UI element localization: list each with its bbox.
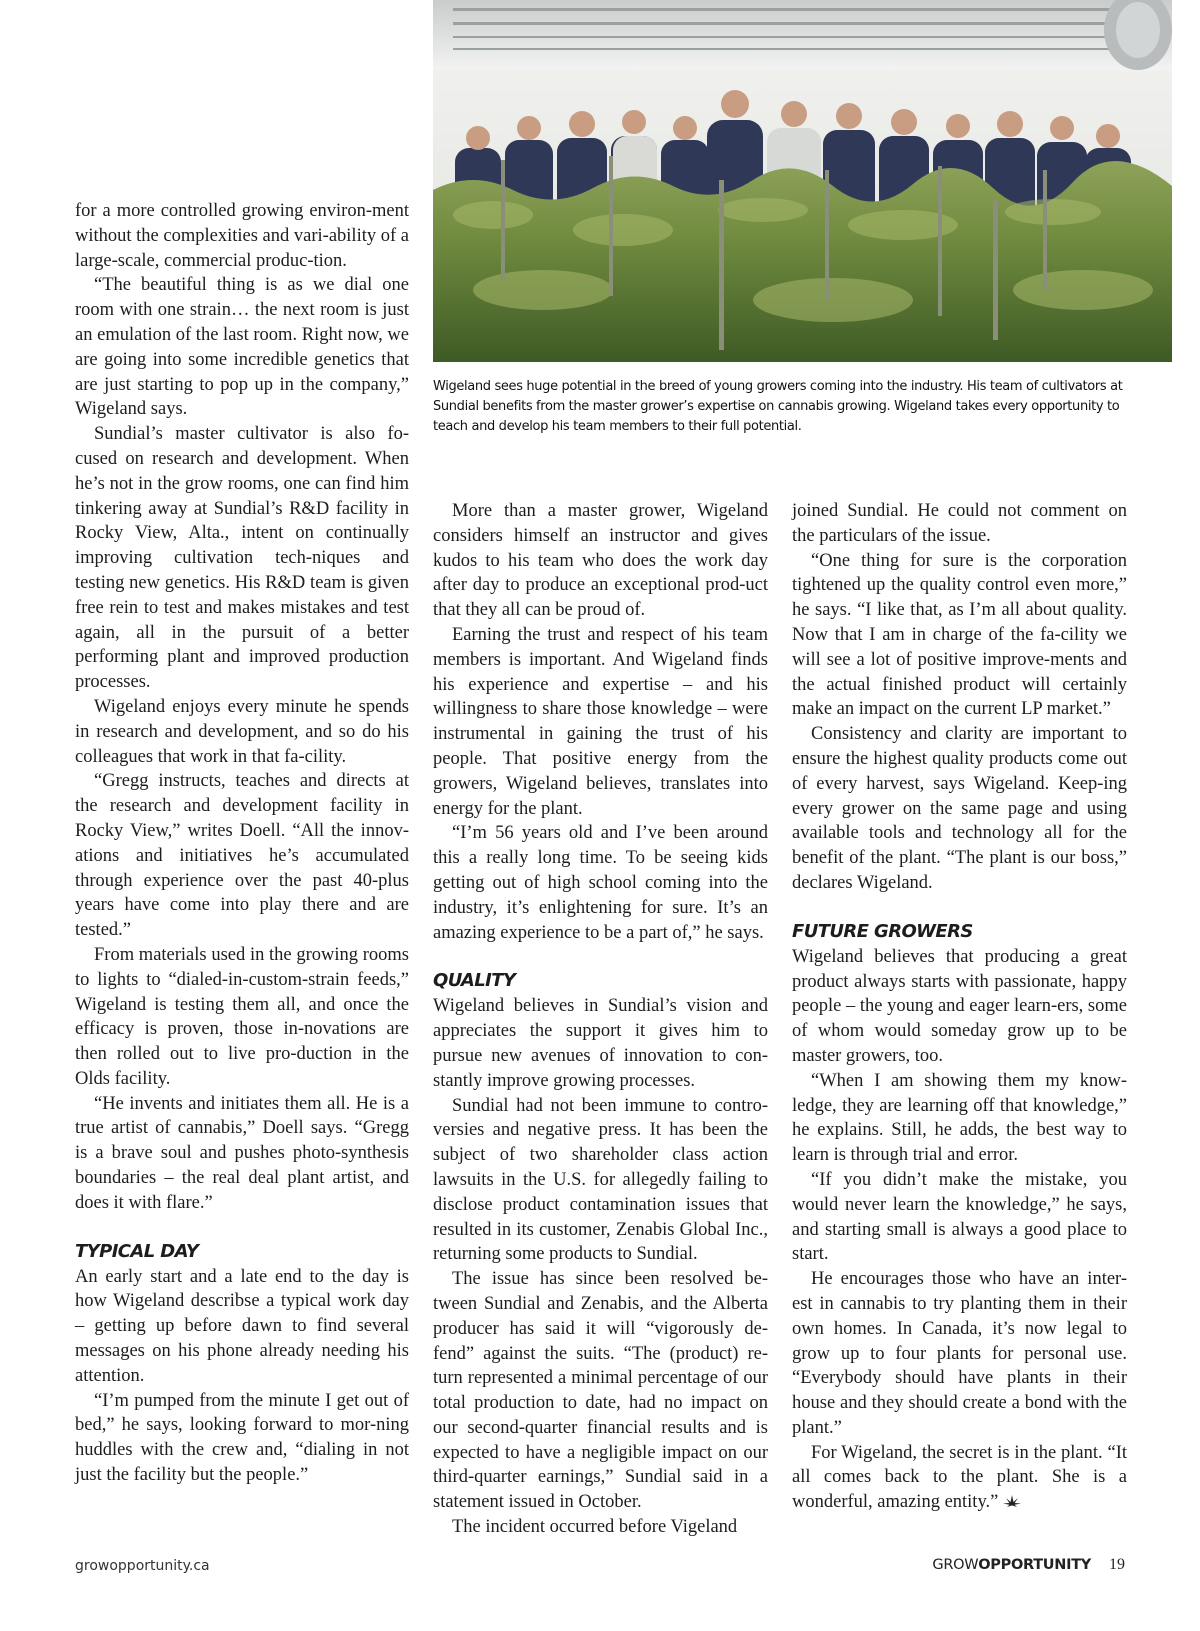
paragraph: Wigeland believes in Sundial’s vision and appreciates the support it gives him to pursue new avenues of innovation to con-stantly improve growing processes. [433,996,768,1091]
paragraph: He encourages those who have an inter-est in cannabis to try planting them in their own homes. In Canada, it’s now legal to grow up to four plants for personal use. “Everybody should have plants in their house and they should create a bond with the plant.” [792,1269,1127,1438]
paragraph: Earning the trust and respect of his team members is important. And Wigeland finds his experience and expertise – and his willingness to share those knowledge – were instrumental in gaining the trust of his people. That positive energy from the growers, Wigeland believes, translates into energy for the plant. [433,624,768,819]
article-column-2 [433,499,768,1540]
section-heading-quality: QUALITY [433,970,516,992]
paragraph: An early start and a late end to the day is how Wigeland describse a typical work day – getting up before dawn to find several messages on his phone already needing his attention. [75,1266,409,1386]
paragraph: “Gregg instructs, teaches and directs at the research and development facility in Rocky View,” writes Doell. “All the innov-ations and initiatives he’s accumulated through experience over the past 40-plus years have come into play there and are tested.” [75,771,409,941]
brand-opportunity: OPPORTUNITY [978,1557,1091,1573]
paragraph: “I’m pumped from the minute I get out of bed,” he says, looking forward to mor-ning huddles with the crew and, “dialing in not just the facility but the people.” [75,1390,409,1486]
paragraph: From materials used in the growing rooms to lights to “dialed-in-custom-strain feeds,” Wigeland is testing them all, and once the efficacy is proven, those in-novations are then rolled out to live pro-duction in the Olds facility. [75,944,409,1089]
paragraph: “One thing for sure is the corporation tightened up the quality control even more,” he says. “I like that, as I’m all about quality. Now that I am in charge of the fa-cility we will see a lot of positive improve-ments and the actual finished product will certainly make an impact on the current LP market.” [792,550,1127,720]
footer-website: growopportunity.ca [75,1558,210,1574]
paragraph: for a more controlled growing environ-ment without the complexities and vari-ability of a large-scale, commercial produc-tion. [75,201,409,271]
cannabis-leaf-icon [1002,1494,1022,1508]
paragraph: Sundial had not been immune to contro-versies and negative press. It has been the subject of two shareholder class action lawsuits in the U.S. for allegedly failing to disclose product contamination issues that resulted in its customer, Zenabis Global Inc., returning some products to Sundial. [433,1095,768,1265]
grow-room-team-image [433,0,1172,362]
article-photo [433,0,1172,362]
paragraph: “If you didn’t make the mistake, you would never learn the knowledge,” he says, and starting small is always a good place to start. [792,1169,1127,1265]
article-column-3 [792,499,1127,1515]
paragraph: “The beautiful thing is as we dial one room with one strain… the next room is just an emulation of the last room. Right now, we are going into some incredible genetics that are just starting to pop up in the company,” Wigeland says. [75,275,409,420]
magazine-brand [932,1557,1091,1573]
paragraph: The incident occurred before Vigeland [452,1517,738,1538]
paragraph: Wigeland believes that producing a great product always starts with passionate, happy people – the young and eager learn-ers, some of whom would someday grow up to be master growers, too. [792,946,1127,1066]
paragraph: Wigeland enjoys every minute he spends in research and development, and so do his colleagues that work in that fa-cility. [75,696,409,767]
paragraph: “He invents and initiates them all. He is a true artist of cannabis,” Doell says. “Gregg is a brave soul and pushes photo-synthesis boundaries – the real deal plant artist, and does it with flare.” [75,1093,409,1213]
paragraph: More than a master grower, Wigeland considers himself an instructor and gives kudos to his team who does the work day after day to produce an exceptional prod-uct that they all can be proud of. [433,501,768,621]
paragraph: “When I am showing them my know-ledge, they are learning off that knowledge,” he explains. Still, he adds, the best way to learn is through trial and error. [792,1070,1127,1166]
article-column-1 [75,199,409,1488]
section-heading-future-growers: FUTURE GROWERS [792,920,973,942]
brand-grow: GROW [932,1557,979,1573]
paragraph: “I’m 56 years old and I’ve been around this a really long time. To be seeing kids getting out of high school coming into the industry, it’s enlightening for sure. It’s an amazing experience to be a part of,” he says. [433,823,768,943]
footer-brand [932,1556,1125,1574]
paragraph: Consistency and clarity are important to ensure the highest quality products come out of every harvest, says Wigeland. Keep-ing every grower on the same page and using available tools and technology all for the benefit of the plant. “The plant is our boss,” declares Wigeland. [792,724,1127,893]
paragraph-final [792,1441,1127,1515]
paragraph: Sundial’s master cultivator is also fo-cused on research and development. When he’s not in the grow rooms, one can find him tinkering away at Sundial’s R&D facility in Rocky View, Alta., intent on continually improving cultivation tech-niques and testing new genetics. His R&D team is given free rein to test and makes mistakes and test again, all in the pursuit of a better performing plant and improved production processes. [75,424,409,693]
paragraph-text: For Wigeland, the secret is in the plant. “It all comes back to the plant. She is a wonderful, amazing entity.” [792,1442,1127,1513]
paragraph: The issue has since been resolved be-tween Sundial and Zenabis, and the Alberta producer has said it will “vigorously de-fend” against the suits. “The (product) re-turn represented a minimal percentage of our total production to date, had no impact on our second-quarter financial results and is expected to have a negligible impact on our third-quarter earnings,” Sundial said in a statement issued in October. [433,1269,768,1513]
section-heading-typical-day: TYPICAL DAY [75,1240,199,1262]
page-number: 19 [1109,1556,1125,1573]
paragraph: joined Sundial. He could not comment on the particulars of the issue. [792,501,1127,546]
photo-caption: Wigeland sees huge potential in the breed of young growers coming into the industry. His team of cultivators at Sundial benefits from the master grower’s expertise on cannabis growing. Wigeland takes every opportunity to teach and develop his team members to their full potential. [433,379,1123,434]
